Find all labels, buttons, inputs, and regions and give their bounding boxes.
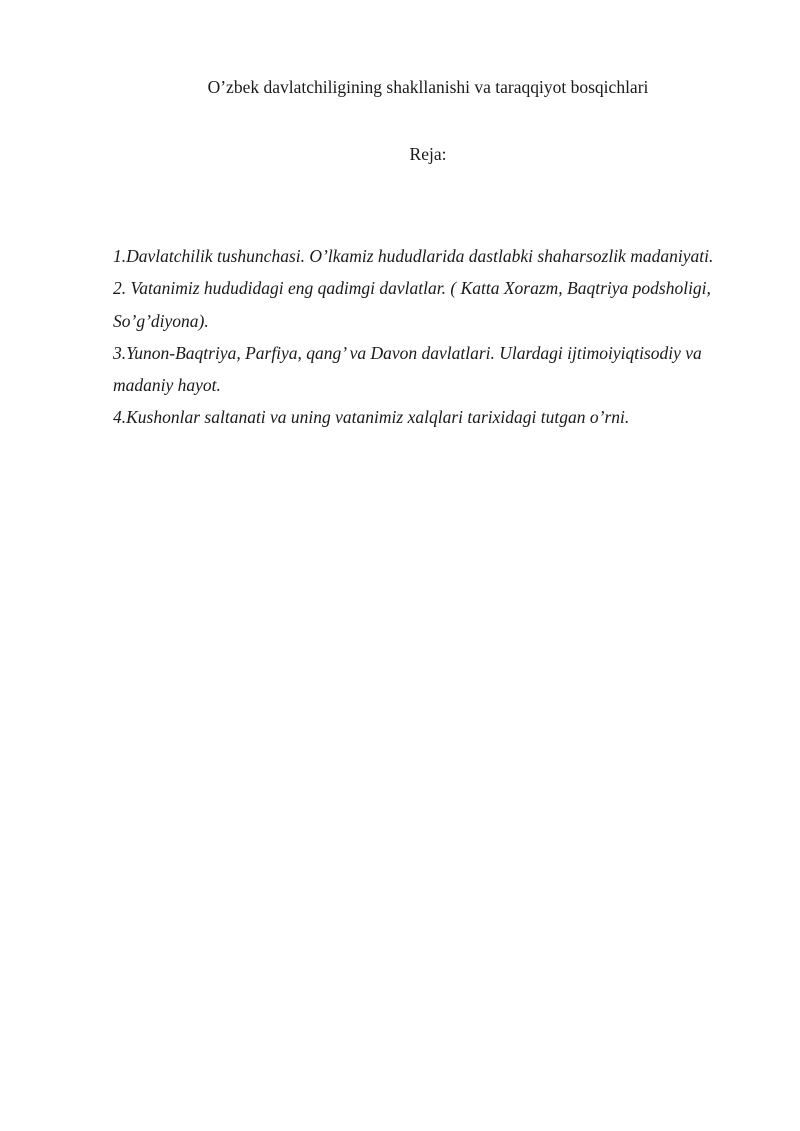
- document-content: [113, 0, 743, 434]
- plan-list: [113, 240, 743, 434]
- list-item: 2. Vatanimiz hududidagi eng qadimgi davlatlar. ( Katta Xorazm, Baqtriya podsholigi, So’g’diyona).: [113, 278, 711, 331]
- list-item: 4.Kushonlar saltanati va uning vatanimiz xalqlari tarixidagi tutgan o’rni.: [113, 407, 630, 428]
- list-item: 3.Yunon-Baqtriya, Parfiya, qang’ va Davon davlatlari. Ulardagi ijtimoiyiqtisodiy va madaniy hayot.: [113, 342, 702, 396]
- plan-heading: Reja:: [409, 144, 447, 164]
- list-item: 1.Davlatchilik tushunchasi. O’lkamiz hududlarida dastlabki shaharsozlik madaniyati.: [113, 246, 714, 266]
- document-title: O’zbek davlatchiligining shakllanishi va taraqqiyot bosqichlari: [207, 77, 649, 97]
